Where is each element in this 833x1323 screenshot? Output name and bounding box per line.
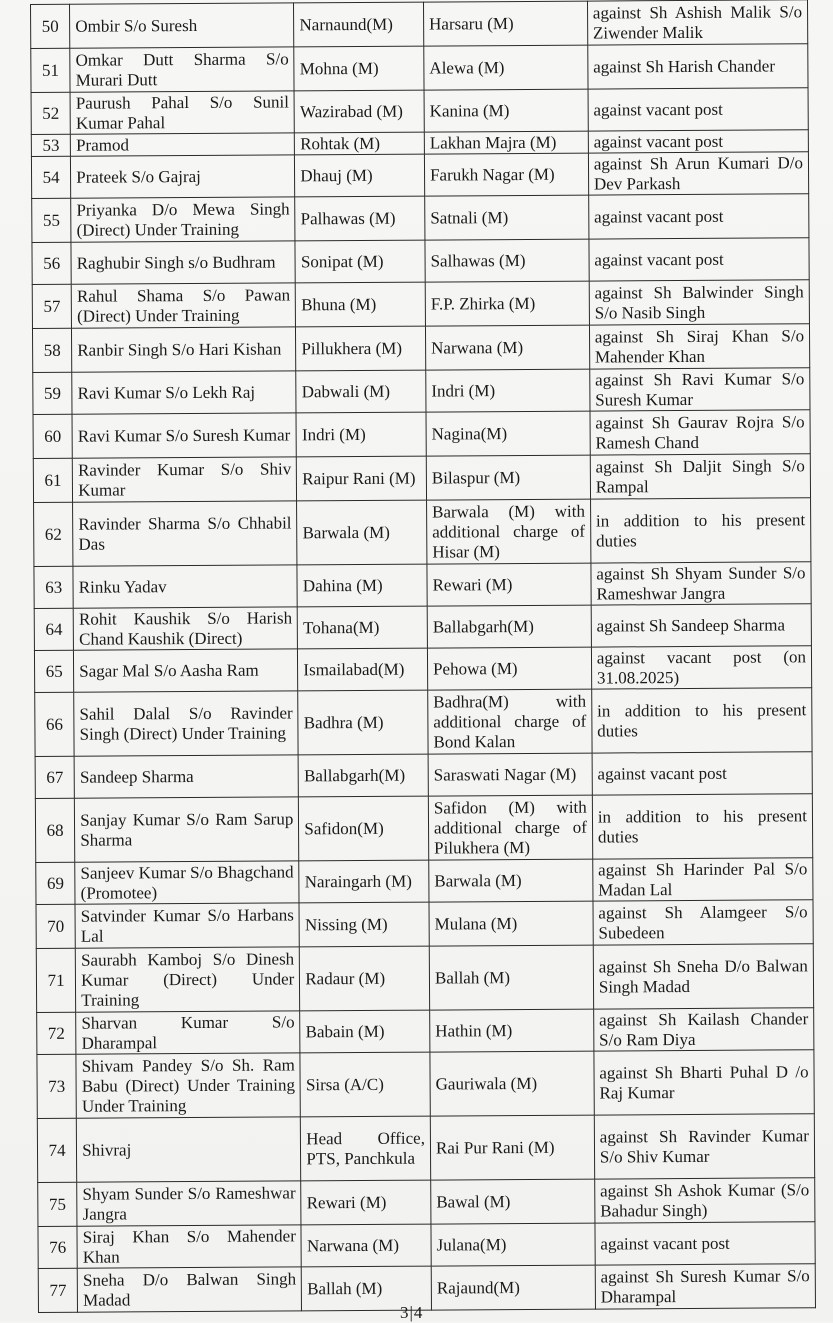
to-station-cell: F.P. Zhirka (M)	[425, 281, 589, 326]
table-row	[34, 646, 811, 693]
table-row	[34, 498, 811, 567]
from-station-cell: Rohtak (M)	[295, 132, 425, 155]
remark-cell: against Sh Harish Chander	[588, 44, 808, 89]
remark-cell: against vacant post	[592, 752, 812, 795]
official-name-cell: Paurush Pahal S/o Sunil Kumar Pahal	[70, 91, 294, 134]
remark-cell: against Sh Alamgeer S/o Subedeen	[593, 900, 813, 945]
from-station-cell: Nissing (M)	[299, 902, 429, 947]
from-station-cell: Palhawas (M)	[295, 196, 425, 241]
to-station-cell: Lakhan Majra (M)	[424, 131, 588, 154]
table-row	[33, 454, 810, 503]
official-name-cell: Sanjay Kumar S/o Ram Sarup Sharma	[75, 797, 300, 862]
remark-cell: against vacant post	[588, 130, 808, 153]
to-station-cell: Rewari (M)	[427, 563, 591, 606]
official-name-cell: Siraj Khan S/o Mahender Khan	[77, 1225, 301, 1268]
to-station-cell: Safidon (M) with additional charge of Pilukhera (M)	[428, 795, 592, 860]
official-name-cell: Ranbir Singh S/o Hari Kishan	[72, 327, 296, 372]
table-row	[31, 44, 808, 93]
to-station-cell: Ballah (M)	[429, 945, 593, 1010]
official-name-cell: Ombir S/o Suresh	[70, 3, 294, 48]
serial-number-cell: 72	[37, 1012, 76, 1054]
from-station-cell: Bhuna (M)	[296, 282, 426, 327]
remark-cell: against Sh Ashish Malik S/o Ziwender Malik	[587, 0, 807, 45]
from-station-cell: Indri (M)	[296, 412, 426, 457]
to-station-cell: Kanina (M)	[424, 89, 588, 132]
official-name-cell: Sagar Mal S/o Aasha Ram	[74, 649, 298, 692]
official-name-cell: Omkar Dutt Sharma S/o Murari Dutt	[70, 47, 294, 92]
from-station-cell: Pillukhera (M)	[296, 326, 426, 371]
table-row	[37, 1114, 814, 1183]
serial-number-cell: 77	[38, 1268, 77, 1312]
to-station-cell: Bilaspur (M)	[426, 455, 590, 500]
table-row	[31, 0, 808, 48]
serial-number-cell: 66	[35, 692, 75, 756]
serial-number-cell: 60	[33, 414, 72, 458]
serial-number-cell: 51	[31, 48, 70, 92]
official-name-cell: Sharvan Kumar S/o Dharampal	[76, 1011, 300, 1054]
serial-number-cell: 64	[34, 608, 73, 650]
official-name-cell: Ravinder Sharma S/o Chhabil Das	[73, 501, 298, 566]
from-station-cell: Safidon(M)	[299, 796, 429, 861]
table-row	[36, 944, 813, 1013]
serial-number-cell: 52	[31, 92, 70, 134]
from-station-cell: Narnaund(M)	[294, 2, 424, 47]
table-row	[34, 562, 811, 609]
to-station-cell: Harsaru (M)	[423, 1, 587, 46]
serial-number-cell: 50	[31, 4, 70, 48]
from-station-cell: Radaur (M)	[300, 946, 430, 1011]
from-station-cell: Rewari (M)	[301, 1180, 431, 1225]
official-name-cell: Sneha D/o Balwan Singh Madad	[77, 1267, 301, 1312]
table-row	[33, 410, 810, 459]
official-name-cell: Ravi Kumar S/o Lekh Raj	[72, 371, 296, 414]
from-station-cell: Raipur Rani (M)	[297, 456, 427, 501]
to-station-cell: Badhra(M) with additional charge of Bond Kalan	[428, 689, 592, 754]
to-station-cell: Rai Pur Rani (M)	[430, 1115, 594, 1180]
from-station-cell: Dahina (M)	[297, 564, 427, 607]
to-station-cell: Ballabgarh(M)	[427, 605, 591, 648]
to-station-cell: Farukh Nagar (M)	[424, 153, 588, 196]
from-station-cell: Barwala (M)	[297, 500, 427, 565]
serial-number-cell: 65	[34, 650, 73, 692]
official-name-cell: Sahil Dalal S/o Ravinder Singh (Direct) Under Training	[74, 691, 299, 756]
remark-cell: against Sh Harinder Pal S/o Madan Lal	[593, 858, 813, 901]
official-name-cell: Sandeep Sharma	[74, 755, 298, 798]
official-name-cell: Saurabh Kamboj S/o Dinesh Kumar (Direct) Under Training	[75, 947, 300, 1012]
table-body	[31, 0, 816, 1312]
serial-number-cell: 70	[36, 904, 75, 948]
serial-number-cell: 74	[37, 1118, 77, 1182]
table-row	[32, 238, 809, 285]
remark-cell: against Sh Arun Kumari D/o Dev Parkash	[588, 152, 808, 195]
to-station-cell: Saraswati Nagar (M)	[428, 753, 592, 796]
official-name-cell: Pramod	[70, 133, 294, 156]
to-station-cell: Julana(M)	[431, 1223, 595, 1266]
table-row	[32, 324, 809, 373]
from-station-cell: Ismailabad(M)	[298, 648, 428, 691]
to-station-cell: Mulana (M)	[429, 901, 593, 946]
serial-number-cell: 62	[34, 502, 74, 566]
remark-cell: in addition to his present duties	[592, 794, 813, 859]
transfer-order-table	[30, 0, 816, 1313]
table-row	[35, 752, 812, 799]
table-row	[36, 900, 813, 949]
official-name-cell: Rohit Kaushik S/o Harish Chand Kaushik (Direct)	[73, 607, 297, 650]
remark-cell: against Sh Ravi Kumar S/o Suresh Kumar	[590, 368, 810, 411]
serial-number-cell: 55	[32, 198, 71, 242]
to-station-cell: Barwala (M)	[429, 859, 593, 902]
table-row	[35, 794, 812, 863]
from-station-cell: Badhra (M)	[298, 690, 428, 755]
to-station-cell: Pehowa (M)	[427, 647, 591, 690]
remark-cell: against Sh Ashok Kumar (S/o Bahadur Singh)	[595, 1178, 815, 1223]
table-row	[34, 604, 811, 651]
to-station-cell: Salhawas (M)	[425, 239, 589, 282]
remark-cell: against Sh Daljit Singh S/o Rampal	[590, 454, 810, 499]
from-station-cell: Dabwali (M)	[296, 370, 426, 413]
official-name-cell: Ravinder Kumar S/o Shiv Kumar	[72, 457, 296, 502]
to-station-cell: Satnali (M)	[425, 195, 589, 240]
official-name-cell: Shivraj	[76, 1117, 301, 1182]
remark-cell: against Sh Siraj Khan S/o Mahender Khan	[589, 324, 809, 369]
official-name-cell: Shyam Sunder S/o Rameshwar Jangra	[77, 1181, 301, 1226]
from-station-cell: Ballabgarh(M)	[298, 754, 428, 797]
table-row	[31, 152, 808, 199]
remark-cell: against vacant post	[595, 1222, 815, 1265]
serial-number-cell: 68	[35, 798, 75, 862]
table-row	[38, 1178, 815, 1227]
remark-cell: in addition to his present duties	[590, 498, 811, 563]
from-station-cell: Head Office, PTS, Panchkula	[301, 1116, 431, 1181]
serial-number-cell: 73	[37, 1054, 77, 1118]
from-station-cell: Mohna (M)	[294, 46, 424, 91]
page-number: 3|4	[400, 1303, 424, 1322]
remark-cell: against vacant post	[589, 238, 809, 281]
to-station-cell: Hathin (M)	[430, 1009, 594, 1052]
serial-number-cell: 59	[33, 372, 72, 414]
serial-number-cell: 54	[31, 156, 70, 198]
to-station-cell: Alewa (M)	[424, 45, 588, 90]
remark-cell: against Sh Shyam Sunder S/o Rameshwar Jangra	[591, 562, 811, 605]
from-station-cell: Ballah (M)	[302, 1266, 432, 1311]
to-station-cell: Bawal (M)	[431, 1179, 595, 1224]
remark-cell: against Sh Sandeep Sharma	[591, 604, 811, 647]
table-row	[31, 88, 808, 135]
remark-cell: against Sh Gaurav Rojra S/o Ramesh Chand	[590, 410, 810, 455]
remark-cell: against Sh Kailash Chander S/o Ram Diya	[593, 1008, 813, 1051]
serial-number-cell: 61	[33, 458, 72, 502]
official-name-cell: Shivam Pandey S/o Sh. Ram Babu (Direct) Under Training Under Training	[76, 1053, 301, 1118]
table-row	[38, 1222, 815, 1269]
serial-number-cell: 53	[31, 134, 70, 156]
table-row	[37, 1008, 814, 1055]
table-row	[32, 280, 809, 329]
official-name-cell: Prateek S/o Gajraj	[71, 155, 295, 198]
serial-number-cell: 69	[36, 862, 75, 904]
remark-cell: against vacant post (on 31.08.2025)	[591, 646, 811, 689]
remark-cell: against Sh Ravinder Kumar S/o Shiv Kumar	[594, 1114, 815, 1179]
official-name-cell: Rinku Yadav	[73, 565, 297, 608]
table-row	[38, 1264, 815, 1313]
to-station-cell: Barwala (M) with additional charge of Hisar (M)	[427, 499, 591, 564]
remark-cell: against Sh Balwinder Singh S/o Nasib Singh	[589, 280, 809, 325]
serial-number-cell: 75	[38, 1182, 77, 1226]
to-station-cell: Nagina(M)	[426, 411, 590, 456]
official-name-cell: Rahul Shama S/o Pawan (Direct) Under Training	[71, 283, 295, 328]
to-station-cell: Indri (M)	[426, 369, 590, 412]
remark-cell: against Sh Suresh Kumar S/o Dharampal	[595, 1264, 815, 1309]
from-station-cell: Wazirabad (M)	[294, 90, 424, 133]
table-row	[32, 194, 809, 243]
serial-number-cell: 63	[34, 566, 73, 608]
from-station-cell: Babain (M)	[300, 1010, 430, 1053]
table-row	[35, 688, 812, 757]
to-station-cell: Gauriwala (M)	[430, 1051, 594, 1116]
to-station-cell: Rajaund(M)	[431, 1265, 595, 1310]
table-row	[36, 858, 813, 905]
official-name-cell: Ravi Kumar S/o Suresh Kumar	[72, 413, 296, 458]
serial-number-cell: 58	[32, 328, 71, 372]
from-station-cell: Sonipat (M)	[295, 240, 425, 283]
official-name-cell: Raghubir Singh s/o Budhram	[71, 241, 295, 284]
remark-cell: against Sh Bharti Puhal D /o Raj Kumar	[594, 1050, 815, 1115]
serial-number-cell: 67	[35, 756, 74, 798]
remark-cell: in addition to his present duties	[592, 688, 813, 753]
to-station-cell: Narwana (M)	[425, 325, 589, 370]
serial-number-cell: 76	[38, 1226, 77, 1268]
from-station-cell: Narwana (M)	[301, 1224, 431, 1267]
serial-number-cell: 56	[32, 242, 71, 284]
serial-number-cell: 57	[32, 284, 71, 328]
remark-cell: against vacant post	[588, 88, 808, 131]
from-station-cell: Dhauj (M)	[295, 154, 425, 197]
official-name-cell: Sanjeev Kumar S/o Bhagchand (Promotee)	[75, 861, 299, 904]
remark-cell: against Sh Sneha D/o Balwan Singh Madad	[593, 944, 814, 1009]
from-station-cell: Sirsa (A/C)	[300, 1052, 430, 1117]
from-station-cell: Tohana(M)	[298, 606, 428, 649]
remark-cell: against vacant post	[588, 194, 808, 239]
official-name-cell: Priyanka D/o Mewa Singh (Direct) Under Training	[71, 197, 295, 242]
official-name-cell: Satvinder Kumar S/o Harbans Lal	[75, 903, 299, 948]
from-station-cell: Naraingarh (M)	[299, 860, 429, 903]
table-row	[33, 368, 810, 415]
serial-number-cell: 71	[36, 948, 76, 1012]
table-row	[37, 1050, 814, 1119]
